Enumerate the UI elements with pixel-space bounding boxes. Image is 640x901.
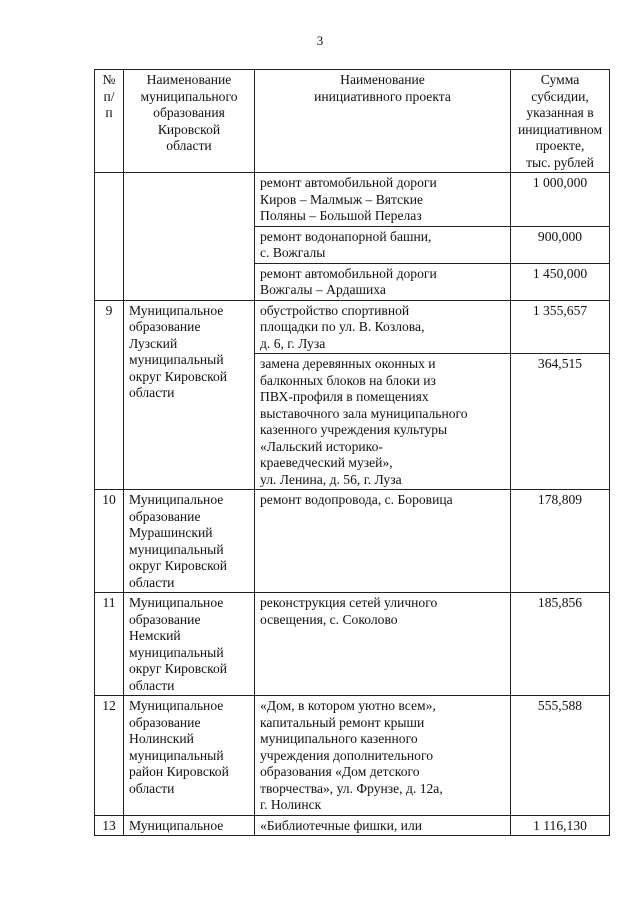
subsidy-sum: 178,809 <box>511 490 610 593</box>
project-name: «Библиотечные фишки, или <box>255 815 511 836</box>
municipality-name: Муниципальное образование Мурашинский муниципальный округ Кировской области <box>124 490 255 593</box>
project-name: замена деревянных оконных и балконных блоков на блоки из ПВХ-профиля в помещениях выставочного зала муниципального казенного учреждения культуры «Лальский историко- краеведческий музей», ул. Ленина, д. 56, г. Луза <box>255 354 511 490</box>
project-name: ремонт автомобильной дороги Киров – Малмыж – Вятские Поляны – Большой Перелаз <box>255 173 511 227</box>
subsidies-table <box>94 69 610 836</box>
subsidy-sum: 1 355,657 <box>511 300 610 354</box>
table-row <box>95 173 610 227</box>
subsidy-sum: 364,515 <box>511 354 610 490</box>
subsidy-sum: 1 000,000 <box>511 173 610 227</box>
table-row <box>95 815 610 836</box>
row-number: 10 <box>95 490 124 593</box>
subsidy-sum: 900,000 <box>511 226 610 263</box>
municipality-name: Муниципальное образование Немский муниципальный округ Кировской области <box>124 593 255 696</box>
row-number <box>95 173 124 301</box>
subsidy-sum: 555,588 <box>511 696 610 816</box>
header-num: № п/п <box>95 70 124 173</box>
project-name: ремонт водонапорной башни, с. Вожгалы <box>255 226 511 263</box>
municipality-name: Муниципальное образование Лузский муниципальный округ Кировской области <box>124 300 255 490</box>
subsidy-sum: 1 116,130 <box>511 815 610 836</box>
subsidy-sum: 1 450,000 <box>511 263 610 300</box>
municipality-name: Муниципальное образование Нолинский муниципальный район Кировской области <box>124 696 255 816</box>
table-row <box>95 490 610 593</box>
project-name: обустройство спортивной площадки по ул. В. Козлова, д. 6, г. Луза <box>255 300 511 354</box>
table-row <box>95 300 610 354</box>
municipality-name <box>124 173 255 301</box>
row-number: 9 <box>95 300 124 490</box>
row-number: 12 <box>95 696 124 816</box>
project-name: реконструкция сетей уличного освещения, с. Соколово <box>255 593 511 696</box>
row-number: 11 <box>95 593 124 696</box>
header-sum: Сумма субсидии, указанная в инициативном проекте, тыс. рублей <box>511 70 610 173</box>
header-project: Наименование инициативного проекта <box>255 70 511 173</box>
table-row <box>95 696 610 816</box>
table-header-row <box>95 70 610 173</box>
page-number: 3 <box>316 33 324 48</box>
project-name: «Дом, в котором уютно всем», капитальный ремонт крыши муниципального казенного учреждения дополнительного образования «Дом детского творчества», ул. Фрунзе, д. 12а, г. Нолинск <box>255 696 511 816</box>
municipality-name: Муниципальное <box>124 815 255 836</box>
subsidy-sum: 185,856 <box>511 593 610 696</box>
project-name: ремонт водопровода, с. Боровица <box>255 490 511 593</box>
project-name: ремонт автомобильной дороги Вожгалы – Ардашиха <box>255 263 511 300</box>
table-row <box>95 593 610 696</box>
header-municipality: Наименование муниципального образования Кировской области <box>124 70 255 173</box>
row-number: 13 <box>95 815 124 836</box>
